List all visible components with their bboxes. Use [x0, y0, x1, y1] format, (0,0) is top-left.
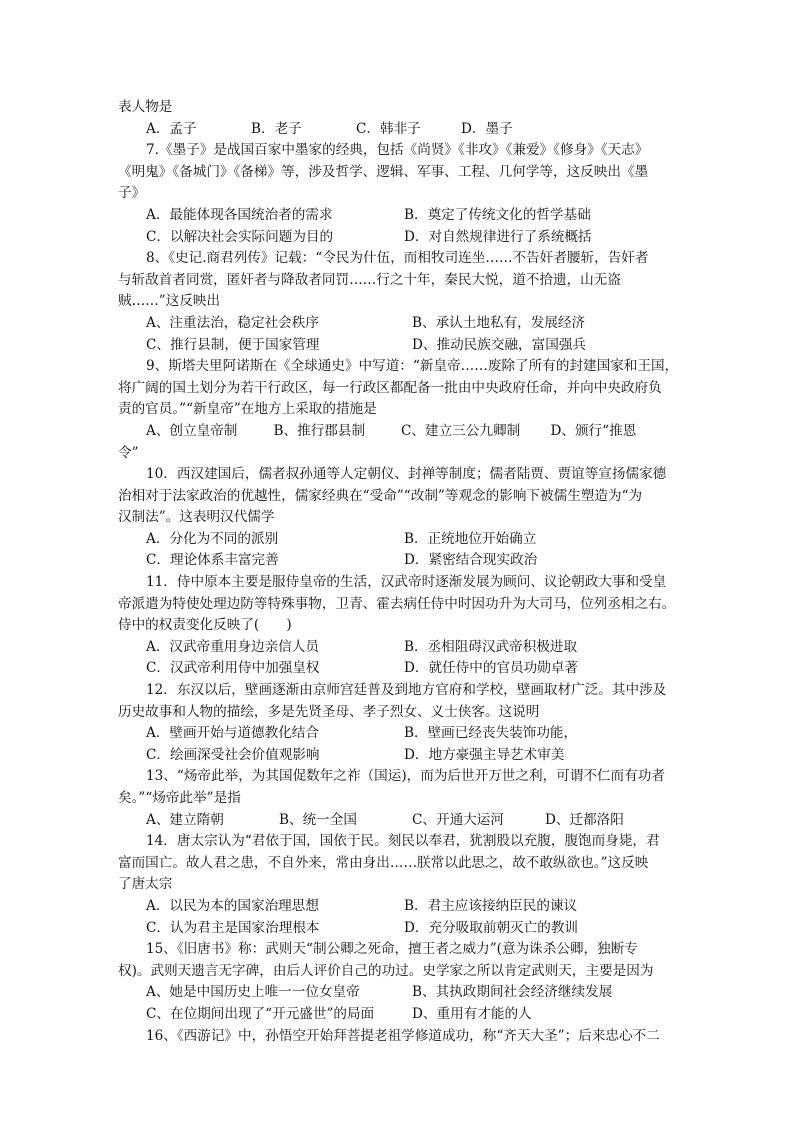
answer-option: B、其执政期间社会经济继续发展 — [412, 984, 613, 1001]
answer-option: A、创立皇帝制 — [146, 422, 238, 439]
answer-option: D．就任侍中的官员功勋卓著 — [404, 660, 579, 677]
answer-options — [118, 896, 678, 918]
answer-option: D、颁行“推恩 — [550, 422, 637, 439]
answer-option: C、建立三公九卿制 — [401, 422, 521, 439]
text-line: 矣。”“炀帝此举”是指 — [118, 790, 241, 806]
answer-options — [118, 119, 678, 141]
text-line: 治相对于法家政治的优越性，儒家经典在“受命”“改制”等观念的影响下被儒生塑造为“为 — [118, 487, 643, 504]
text-line: 了唐太宗 — [118, 876, 173, 893]
text-line: 责的官员。”“新皇帝”在地方上采取的措施是 — [118, 401, 377, 418]
text-line: 将广阔的国土划分为若干行政区，每一行政区都配备一批由中央政府任命，并向中央政府负 — [118, 379, 662, 396]
text-line: 历史故事和人物的描绘，多是先贤圣母、孝子烈女、义士侠客。这说明 — [118, 703, 540, 720]
text-line: 贼……”这反映出 — [118, 293, 221, 310]
text-line: 权)。武则天遗言无字碑，由后人评价自己的功过。史学家之所以肯定武则天，主要是因为 — [118, 962, 654, 979]
answer-options — [118, 335, 678, 357]
answer-options — [118, 723, 678, 745]
answer-option: C．理论体系丰富完善 — [146, 552, 279, 569]
answer-option: D、重用有才能的人 — [412, 1005, 532, 1022]
answer-option: D．对自然规律进行了系统概括 — [404, 228, 592, 245]
answer-option: C、开通大运河 — [412, 811, 504, 828]
answer-option: D．墨子 — [461, 120, 513, 137]
answer-option: D．充分吸取前朝灭亡的教训 — [404, 919, 579, 936]
answer-options — [118, 227, 678, 249]
text-line: 14．唐太宗认为“君依于国，国依于民。刻民以奉君，犹割股以充腹，腹饱而身毙，君 — [146, 833, 660, 850]
answer-options — [118, 637, 678, 659]
answer-option: C．汉武帝利用侍中加强皇权 — [146, 660, 320, 677]
answer-option: C、推行县制，便于国家管理 — [146, 336, 320, 353]
answer-option: B．正统地位开始确立 — [404, 530, 537, 547]
answer-option: A．以民为本的国家治理思想 — [146, 897, 319, 914]
answer-option: A．汉武帝重用身边亲信人员 — [146, 638, 319, 655]
answer-option: A．孟子 — [146, 120, 197, 137]
answer-option: A．分化为不同的派别 — [146, 530, 279, 547]
answer-options — [118, 745, 678, 767]
answer-option: B．奠定了传统文化的哲学基础 — [404, 206, 591, 223]
answer-options — [118, 810, 678, 832]
text-line: 汉制法”。这表明汉代儒学 — [118, 509, 275, 526]
answer-option: B．老子 — [251, 120, 302, 137]
answer-options — [118, 658, 678, 680]
answer-option: B、承认土地私有，发展经济 — [412, 314, 586, 331]
answer-option: B．君主应该接纳臣民的谏议 — [404, 897, 578, 914]
text-line: 帝派遣为特使处理边防等特殊事物，卫青、霍去病任侍中时因功升为大司马，位列丞相之右。 — [118, 595, 676, 612]
answer-options — [118, 313, 678, 335]
text-line: 11．侍中原本主要是服侍皇帝的生活，汉武帝时逐渐发展为顾问、议论朝政大事和受皇 — [146, 574, 667, 591]
answer-option: A．壁画开始与道德教化结合 — [146, 725, 319, 742]
text-line: 侍中的权责变化反映了( ) — [118, 617, 292, 634]
answer-option: C．以解决社会实际问题为目的 — [146, 228, 334, 245]
text-line: 子》 — [118, 185, 146, 202]
answer-options — [118, 205, 678, 227]
answer-options — [118, 421, 678, 443]
text-line: 15、《旧唐书》称：武则天“制公卿之死命，擅王者之威力”(意为诛杀公卿，独断专 — [146, 941, 638, 958]
text-line: 7.《墨子》是战国百家中墨家的经典，包括《尚贤》《非攻》《兼爱》《修身》《天志》 — [146, 142, 649, 159]
answer-options — [118, 918, 678, 940]
text-line: 富而国亡。故人君之患，不自外来，常由身出……朕常以此思之，故不敢纵欲也。”这反映 — [118, 854, 649, 871]
answer-option: B、统一全国 — [279, 811, 357, 828]
answer-option: A．最能体现各国统治者的需求 — [146, 206, 333, 223]
answer-option: D．紧密结合现实政治 — [404, 552, 538, 569]
answer-options — [118, 550, 678, 572]
answer-options — [118, 982, 678, 1004]
text-line: 16、《西游记》中，孙悟空开始拜菩提老祖学修道成功，称“齐天大圣”；后来忠心不二 — [146, 1027, 660, 1044]
answer-option: D、迁都洛阳 — [545, 811, 624, 828]
answer-option: C、在位期间出现了“开元盛世”的局面 — [146, 1005, 375, 1022]
answer-option: C．韩非子 — [356, 120, 421, 137]
answer-option: C．绘画深受社会价值观影响 — [146, 746, 320, 763]
answer-options — [118, 1004, 678, 1026]
text-line: 10．西汉建国后，儒者叔孙通等人定朝仪、封禅等制度；儒者陆贾、贾谊等宣扬儒家德 — [146, 466, 667, 483]
answer-option: A、建立隋朝 — [146, 811, 224, 828]
answer-option: B．壁画已经丧失装饰功能， — [404, 725, 578, 742]
answer-option: D、推动民族交融，富国强兵 — [412, 336, 587, 353]
answer-option: D．地方豪强主导艺术审美 — [404, 746, 565, 763]
answer-option: B．丞相阻碍汉武帝积极进取 — [404, 638, 578, 655]
text-line: 令” — [118, 444, 139, 461]
answer-option: B、推行郡县制 — [273, 422, 366, 439]
text-line: 12．东汉以后，壁画逐渐由京师宫廷普及到地方官府和学校，壁画取材广泛。其中涉及 — [146, 682, 667, 699]
question-text — [118, 97, 678, 1047]
text-line: 表人物是 — [118, 99, 173, 115]
answer-options — [118, 529, 678, 551]
text-line: 13、“炀帝此举，为其国促数年之祚（国运)，而为后世开万世之利，可谓不仁而有功者 — [146, 768, 665, 785]
text-line: 8、《史记.商君列传》记载：“令民为什伍，而相牧司连坐……不告奸者腰斩，告奸者 — [146, 250, 649, 267]
answer-option: C．认为君主是国家治理根本 — [146, 919, 320, 936]
answer-option: A、注重法治，稳定社会秩序 — [146, 314, 319, 331]
text-line: 9、斯塔夫里阿诺斯在《全球通史》中写道：“新皇帝……废除了所有的封建国家和王国， — [146, 358, 679, 375]
text-line: 与斩敌首者同赏，匿奸者与降敌者同罚……行之十年，秦民大悦，道不拾遗，山无盗 — [118, 271, 621, 288]
text-line: 《明鬼》《备城门》《备梯》等，涉及哲学、逻辑、军事、工程、几何学等，这反映出《墨 — [118, 163, 649, 180]
answer-option: A、她是中国历史上唯一一位女皇帝 — [146, 984, 360, 1001]
